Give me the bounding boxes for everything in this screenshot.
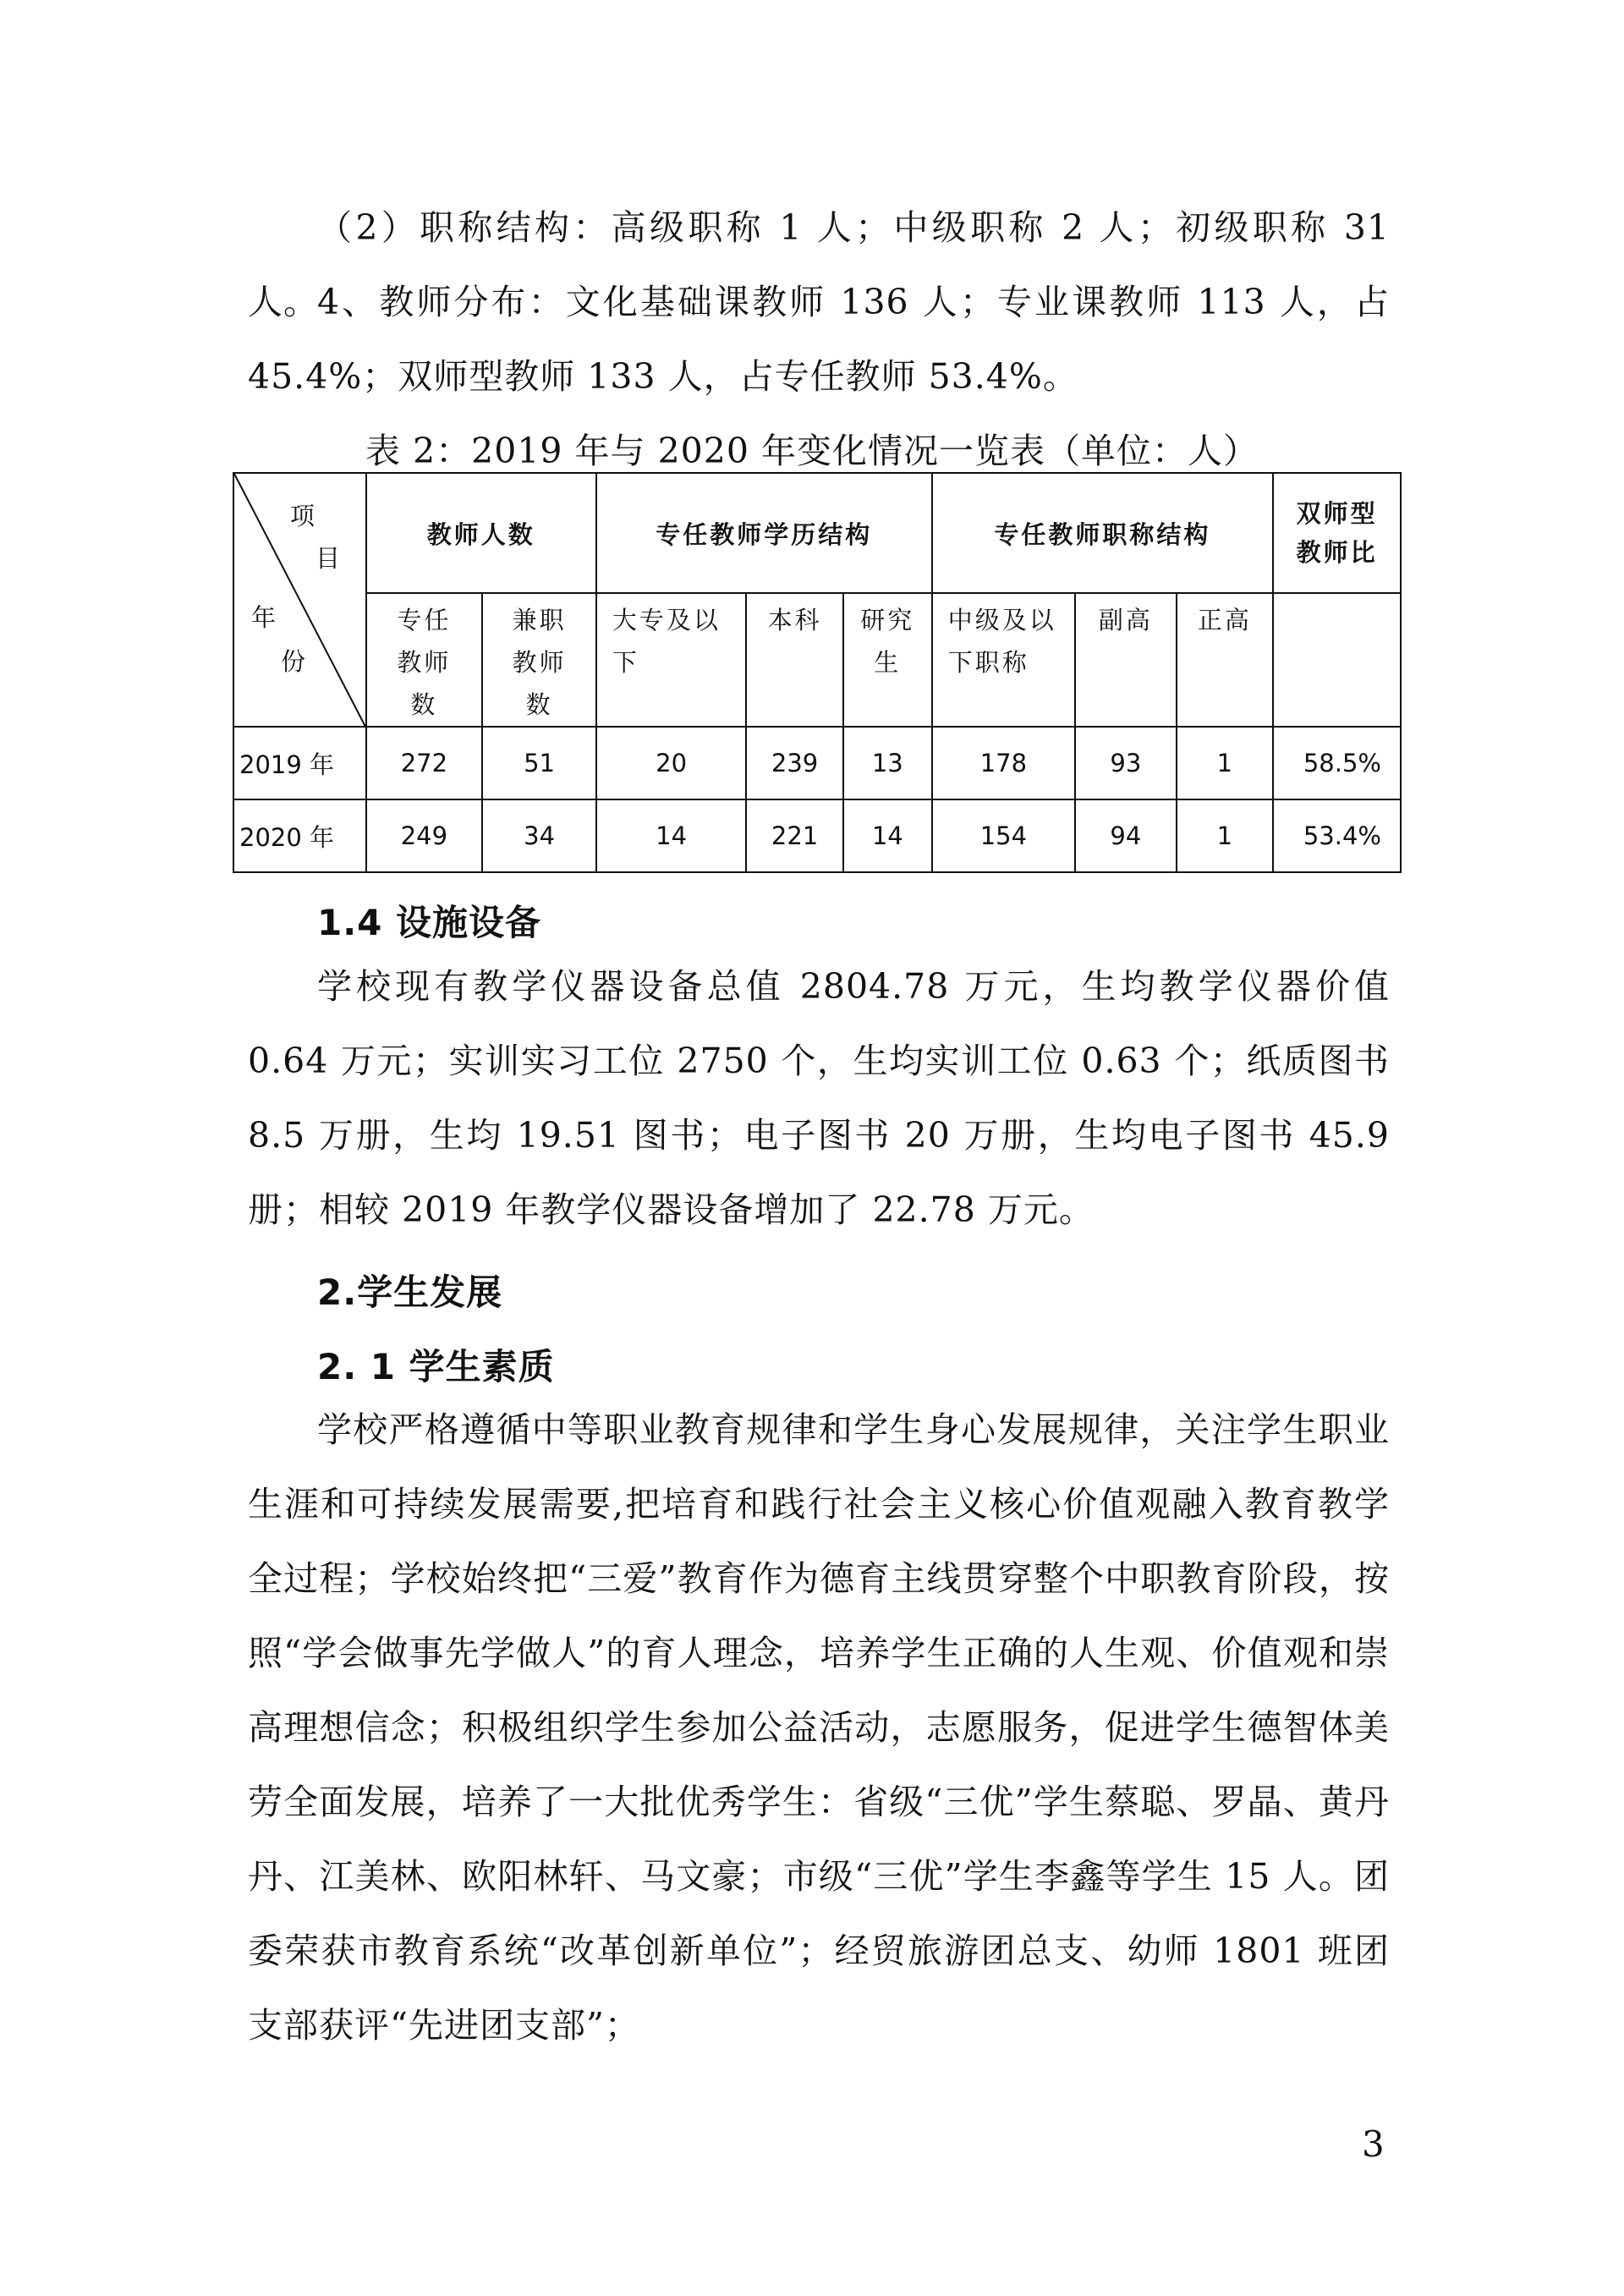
paragraph-student-quality: 学校严格遵循中等职业教育规律和学生身心发展规律，关注学生职业生涯和可持续发展需要,把培育和践行社会主义核心价值观融入教育教学全过程；学校始终把“三爱”教育作为德育主线贯穿整个中职教育阶段，按照“学会做事先学做人”的育人理念，培养学生正确的人生观、价值观和崇高理想信念；积极组织学生参加公益活动，志愿服务，促进学生德智体美劳全面发展，培养了一大批优秀学生：省级“三优”学生蔡聪、罗晶、黄丹丹、江美林、欧阳林轩、马文豪；市级“三优”学生李鑫等学生 15 人。团委荣获市教育系统“改革创新单位”；经贸旅游团总支、幼师 1801 班团支部获评“先进团支部”； xyxy=(248,1409,1390,2046)
corner-label-item-2: 目 xyxy=(315,544,341,573)
header-education-structure: 专任教师学历结构 xyxy=(596,473,932,593)
cell-value: 53.4% xyxy=(1273,799,1401,872)
table-row xyxy=(233,727,1401,799)
cell-value: 249 xyxy=(366,799,483,872)
cell-value: 1 xyxy=(1177,727,1274,799)
corner-label-item-1: 项 xyxy=(290,502,315,530)
table-caption: 表 2：2019 年与 2020 年变化情况一览表（单位：人） xyxy=(365,431,1259,471)
subheader-empty xyxy=(1273,593,1401,727)
heading-student-development: 2.学生发展 xyxy=(317,1272,503,1313)
cell-value: 178 xyxy=(932,727,1075,799)
subheader-intermediate-or-below: 中级及以下职称 xyxy=(932,593,1075,727)
cell-value: 13 xyxy=(843,727,932,799)
cell-value: 58.5% xyxy=(1273,727,1401,799)
row-year: 2019 年 xyxy=(233,727,366,799)
subheader-associate-senior: 副高 xyxy=(1075,593,1177,727)
page-number: 3 xyxy=(1362,2123,1385,2165)
cell-value: 51 xyxy=(482,727,596,799)
cell-value: 14 xyxy=(596,799,746,872)
subheader-fulltime-teachers: 专任教师数 xyxy=(366,593,483,727)
cell-value: 93 xyxy=(1075,727,1177,799)
heading-facilities: 1.4 设施设备 xyxy=(317,902,542,943)
subheader-postgraduate: 研究生 xyxy=(843,593,932,727)
row-year: 2020 年 xyxy=(233,799,366,872)
paragraph-facilities: 学校现有教学仪器设备总值 2804.78 万元，生均教学仪器价值 0.64 万元；实训实习工位 2750 个，生均实训工位 0.63 个；纸质图书 8.5 万册，生均 19.51 图书；电子图书 20 万册，生均电子图书 45.9 册；相较 2019 年教学仪器设备增加了 22.78 万元。 xyxy=(248,966,1390,1230)
table-row xyxy=(233,799,1401,872)
header-teacher-count: 教师人数 xyxy=(366,473,596,593)
cell-value: 94 xyxy=(1075,799,1177,872)
cell-value: 1 xyxy=(1177,799,1274,872)
cell-value: 34 xyxy=(482,799,596,872)
subheader-college-or-below: 大专及以下 xyxy=(596,593,746,727)
header-title-structure: 专任教师职称结构 xyxy=(932,473,1273,593)
cell-value: 221 xyxy=(746,799,843,872)
subheader-bachelor: 本科 xyxy=(746,593,843,727)
cell-value: 20 xyxy=(596,727,746,799)
header-double-qualified-ratio: 双师型教师比 xyxy=(1273,473,1401,593)
corner-label-year-2: 份 xyxy=(281,647,306,676)
teacher-change-table xyxy=(233,472,1402,873)
paragraph-title-structure: （2）职称结构：高级职称 1 人；中级职称 2 人；初级职称 31 人。 xyxy=(248,207,1390,322)
corner-label-year-1: 年 xyxy=(251,603,277,632)
subheader-senior: 正高 xyxy=(1177,593,1274,727)
heading-student-quality: 2. 1 学生素质 xyxy=(317,1346,555,1387)
cell-value: 272 xyxy=(366,727,483,799)
table-corner-cell xyxy=(233,473,366,727)
cell-value: 239 xyxy=(746,727,843,799)
paragraph-teacher-distribution: 4、教师分布：文化基础课教师 136 人；专业课教师 113 人，占 45.4%；双师型教师 133 人，占专任教师 53.4%。 xyxy=(248,282,1390,397)
cell-value: 14 xyxy=(843,799,932,872)
subheader-parttime-teachers: 兼职教师数 xyxy=(482,593,596,727)
cell-value: 154 xyxy=(932,799,1075,872)
